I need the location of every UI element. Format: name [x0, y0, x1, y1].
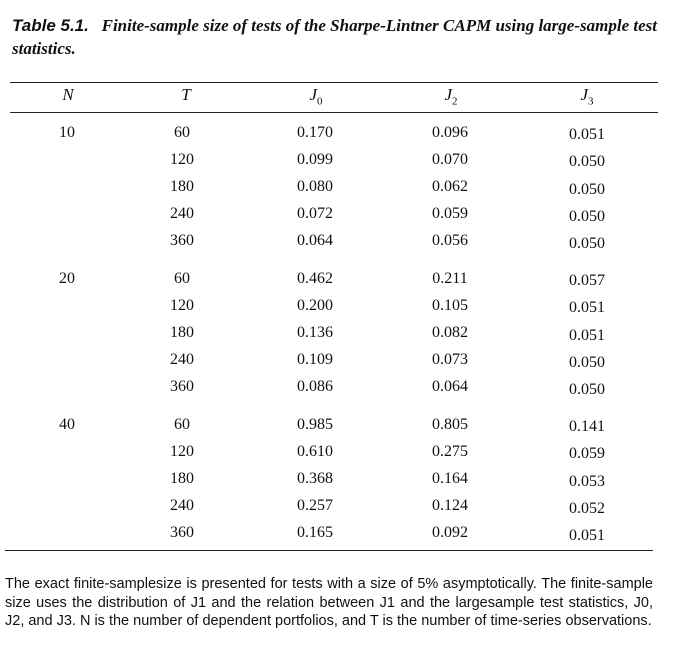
col-header-j3: $J_3$ [580, 85, 594, 108]
table-cell-j0: 0.109 [297, 351, 333, 368]
table-cell-t: 360 [170, 378, 194, 395]
table-cell-j0: 0.080 [297, 178, 333, 195]
table-cell-j0: 0.610 [297, 443, 333, 460]
table-cell-j3: 0.050 [569, 381, 605, 399]
table-label: Table 5.1. [12, 16, 89, 35]
table-cell-t: 240 [170, 351, 194, 368]
bottom-rule [5, 550, 653, 551]
table-cell-j0: 0.099 [297, 151, 333, 168]
table-cell-t: 180 [170, 324, 194, 341]
table-cell-j2: 0.105 [432, 297, 468, 314]
col-header-t: T [181, 85, 191, 104]
table-cell-j0: 0.985 [297, 416, 333, 433]
table-cell-j2: 0.275 [432, 443, 468, 460]
table-cell-t: 360 [170, 524, 194, 541]
table-footnote: The exact finite-samplesize is presented for tests with a size of 5% asymptotically. The finite-sample size uses the distribution of J1 and the relation between J1 and the largesample test statistics, J0, J2, and J3. N is the number of dependent portfolios, and T is the number of time-series observations. [5, 576, 653, 629]
table-cell-t: 120 [170, 297, 194, 314]
table-cell-j3: 0.050 [569, 353, 605, 371]
table-cell-t: 180 [170, 470, 194, 487]
table-cell-j2: 0.124 [432, 497, 468, 514]
table-cell-j0: 0.368 [297, 470, 333, 487]
table-cell-j0: 0.086 [297, 378, 333, 395]
table-cell-j0: 0.257 [297, 497, 333, 514]
table-cell-j3: 0.051 [569, 527, 605, 545]
table-cell-j3: 0.051 [569, 126, 605, 143]
table-cell-j3: 0.050 [569, 235, 605, 253]
table-cell-j0: 0.170 [297, 124, 333, 141]
table-cell-j3: 0.053 [569, 472, 605, 490]
table-cell-j2: 0.096 [432, 124, 468, 141]
table-cell-t: 360 [170, 232, 194, 249]
table-cell-j3: 0.050 [569, 207, 605, 225]
table-cell-j2: 0.070 [432, 151, 468, 168]
table-cell-j3: 0.050 [569, 180, 605, 198]
table-cell-j2: 0.059 [432, 205, 468, 222]
table-cell-t: 240 [170, 205, 194, 222]
table-cell-j2: 0.211 [432, 270, 468, 287]
table-cell-j3: 0.059 [569, 445, 605, 463]
table-cell-j0: 0.136 [297, 324, 333, 341]
table-cell-j2: 0.805 [432, 416, 468, 433]
col-header-j0: $J_0$ [309, 85, 323, 108]
table-cell-t: 240 [170, 497, 194, 514]
top-rule [10, 82, 658, 83]
table-cell-t: 120 [170, 151, 194, 168]
table-cell-j3: 0.052 [569, 499, 605, 517]
table-cell-j0: 0.165 [297, 524, 333, 541]
table-cell-j0: 0.064 [297, 232, 333, 249]
table-cell-j0: 0.200 [297, 297, 333, 314]
header-rule [10, 112, 658, 113]
table-cell-j3: 0.057 [569, 272, 605, 289]
table-cell-j0: 0.462 [297, 270, 333, 287]
table-cell-j2: 0.062 [432, 178, 468, 195]
table-caption [12, 14, 660, 60]
table-cell-j2: 0.082 [432, 324, 468, 341]
group-n-value: 40 [59, 416, 75, 433]
col-header-n: N [62, 85, 74, 104]
table-cell-j3: 0.050 [569, 153, 605, 171]
group-n-value: 20 [59, 270, 75, 287]
table-cell-j2: 0.164 [432, 470, 468, 487]
table-cell-j2: 0.092 [432, 524, 468, 541]
table-cell-t: 60 [174, 270, 190, 287]
table-cell-j3: 0.141 [569, 418, 605, 435]
table-cell-j2: 0.064 [432, 378, 468, 395]
table-cell-j3: 0.051 [569, 299, 605, 317]
table-cell-j3: 0.051 [569, 326, 605, 344]
table-title: Finite-sample size of tests of the Sharpe-Lintner CAPM using large-sample test statistics. [12, 16, 657, 58]
group-n-value: 10 [59, 124, 75, 141]
col-header-j2: $J_2$ [444, 85, 458, 108]
table-cell-j0: 0.072 [297, 205, 333, 222]
table-cell-j2: 0.073 [432, 351, 468, 368]
table-cell-j2: 0.056 [432, 232, 468, 249]
table-cell-t: 60 [174, 416, 190, 433]
table-cell-t: 60 [174, 124, 190, 141]
table-cell-t: 120 [170, 443, 194, 460]
table-cell-t: 180 [170, 178, 194, 195]
